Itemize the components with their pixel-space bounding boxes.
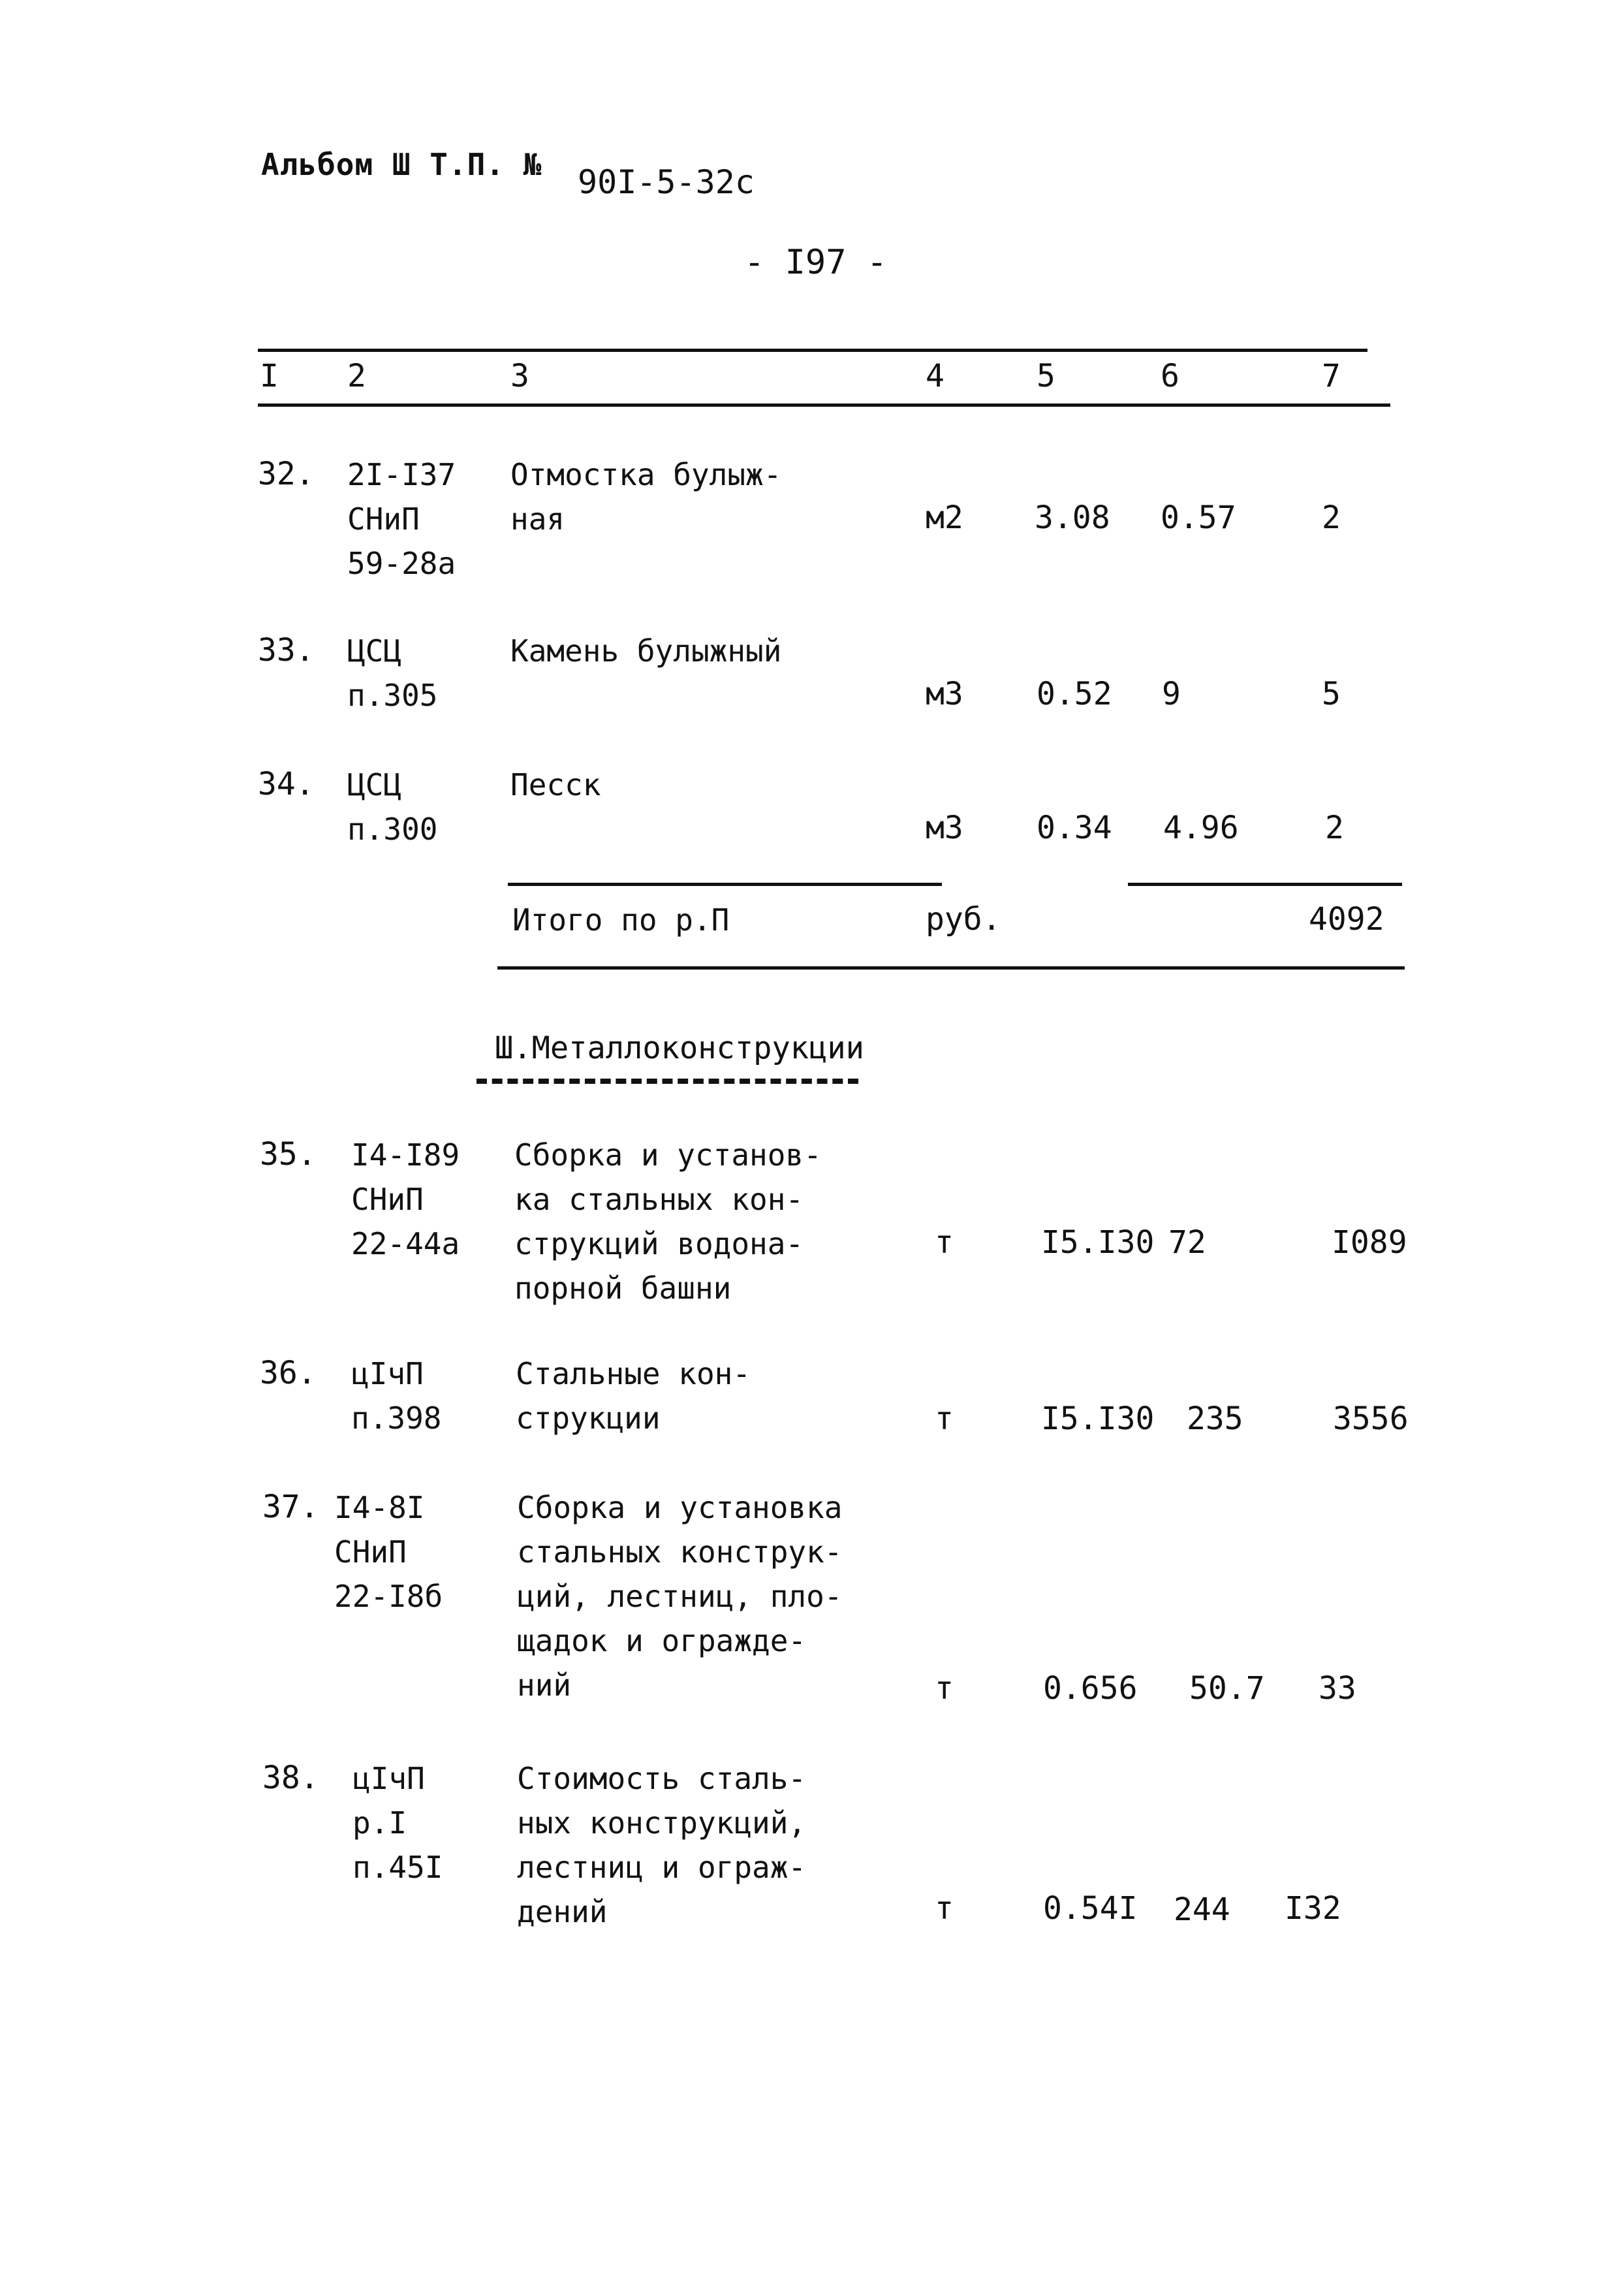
table-header-rule bbox=[258, 403, 1390, 407]
row-price: 4.96 bbox=[1163, 810, 1239, 846]
row-number: 33. bbox=[258, 632, 315, 669]
row-total: 33 bbox=[1319, 1670, 1356, 1707]
row-price: 0.57 bbox=[1161, 499, 1236, 536]
row-unit: м3 bbox=[926, 810, 963, 846]
row-name: Стоимость сталь- ных конструкций, лестниц и ограж- дений bbox=[517, 1761, 807, 1929]
subtotal-unit: руб. bbox=[926, 901, 1001, 938]
row-name: Сборка и установка стальных конструк- ций, лестниц, пло- щадок и огражде- ний bbox=[517, 1490, 843, 1703]
album-label: Альбом Ш Т.П. № bbox=[261, 147, 542, 182]
column-header-7: 7 bbox=[1322, 358, 1341, 394]
row-number: 38. bbox=[262, 1760, 319, 1796]
row-total: I089 bbox=[1332, 1224, 1407, 1261]
section-title-underline bbox=[476, 1079, 858, 1084]
row-price: 235 bbox=[1187, 1400, 1243, 1437]
row-name: Стальные кон- струкции bbox=[516, 1356, 751, 1436]
row-reference: 2I-I37 СНиП 59-28а bbox=[347, 457, 456, 581]
row-name: Сборка и установ- ка стальных кон- струкций водона- порной башни bbox=[514, 1137, 822, 1306]
row-number: 37. bbox=[262, 1489, 319, 1525]
row-unit: м2 bbox=[926, 499, 963, 536]
row-quantity: 3.08 bbox=[1035, 499, 1110, 536]
row-name: Песск bbox=[510, 767, 601, 802]
row-price: 244 bbox=[1174, 1891, 1230, 1928]
column-header-1: I bbox=[260, 358, 279, 394]
row-reference: цIчП р.I п.45I bbox=[352, 1761, 443, 1885]
row-unit: т bbox=[935, 1224, 954, 1261]
row-unit: т bbox=[935, 1890, 954, 1927]
column-header-4: 4 bbox=[926, 358, 945, 394]
row-total: 5 bbox=[1322, 676, 1341, 712]
row-price: 50.7 bbox=[1189, 1670, 1265, 1707]
row-quantity: I5.I30 bbox=[1041, 1400, 1155, 1437]
subtotal-top-rule-left bbox=[508, 883, 942, 886]
row-quantity: 0.656 bbox=[1043, 1670, 1138, 1707]
row-unit: т bbox=[935, 1400, 954, 1437]
subtotal-label: Итого по р.П bbox=[512, 902, 730, 938]
row-unit: т bbox=[935, 1670, 954, 1707]
row-number: 32. bbox=[258, 456, 315, 492]
row-quantity: 0.52 bbox=[1037, 676, 1112, 712]
subtotal-top-rule-right bbox=[1128, 883, 1402, 886]
row-reference: цIчП п.398 bbox=[351, 1356, 442, 1436]
column-header-2: 2 bbox=[347, 358, 366, 394]
project-number: 90I-5-32с bbox=[578, 163, 755, 201]
row-number: 34. bbox=[258, 766, 315, 802]
column-header-3: 3 bbox=[510, 358, 529, 394]
row-quantity: I5.I30 bbox=[1041, 1224, 1155, 1261]
row-reference: I4-I89 СНиП 22-44а bbox=[351, 1137, 460, 1261]
row-quantity: 0.54I bbox=[1043, 1890, 1138, 1927]
page-number: - I97 - bbox=[744, 243, 888, 282]
column-header-6: 6 bbox=[1161, 358, 1179, 394]
section-title: Ш.Металлоконструкции bbox=[495, 1030, 864, 1066]
row-price: 72 bbox=[1168, 1224, 1206, 1261]
row-unit: м3 bbox=[926, 676, 963, 712]
row-total: 2 bbox=[1322, 499, 1341, 536]
row-total: 3556 bbox=[1333, 1400, 1409, 1437]
column-header-5: 5 bbox=[1037, 358, 1055, 394]
row-total: I32 bbox=[1285, 1890, 1341, 1927]
row-reference: I4-8I СНиП 22-I8б bbox=[334, 1490, 443, 1614]
row-total: 2 bbox=[1325, 810, 1344, 846]
row-name: Камень булыжный bbox=[510, 633, 782, 669]
row-quantity: 0.34 bbox=[1037, 810, 1112, 846]
table-top-rule bbox=[258, 349, 1367, 352]
row-reference: ЦСЦ п.300 bbox=[347, 767, 438, 847]
subtotal-bottom-rule bbox=[497, 966, 1405, 970]
row-name: Отмостка булыж- ная bbox=[510, 457, 782, 537]
row-price: 9 bbox=[1162, 676, 1181, 712]
subtotal-total: 4092 bbox=[1309, 901, 1384, 938]
row-reference: ЦСЦ п.305 bbox=[347, 633, 438, 713]
row-number: 35. bbox=[260, 1136, 317, 1173]
row-number: 36. bbox=[260, 1355, 317, 1391]
